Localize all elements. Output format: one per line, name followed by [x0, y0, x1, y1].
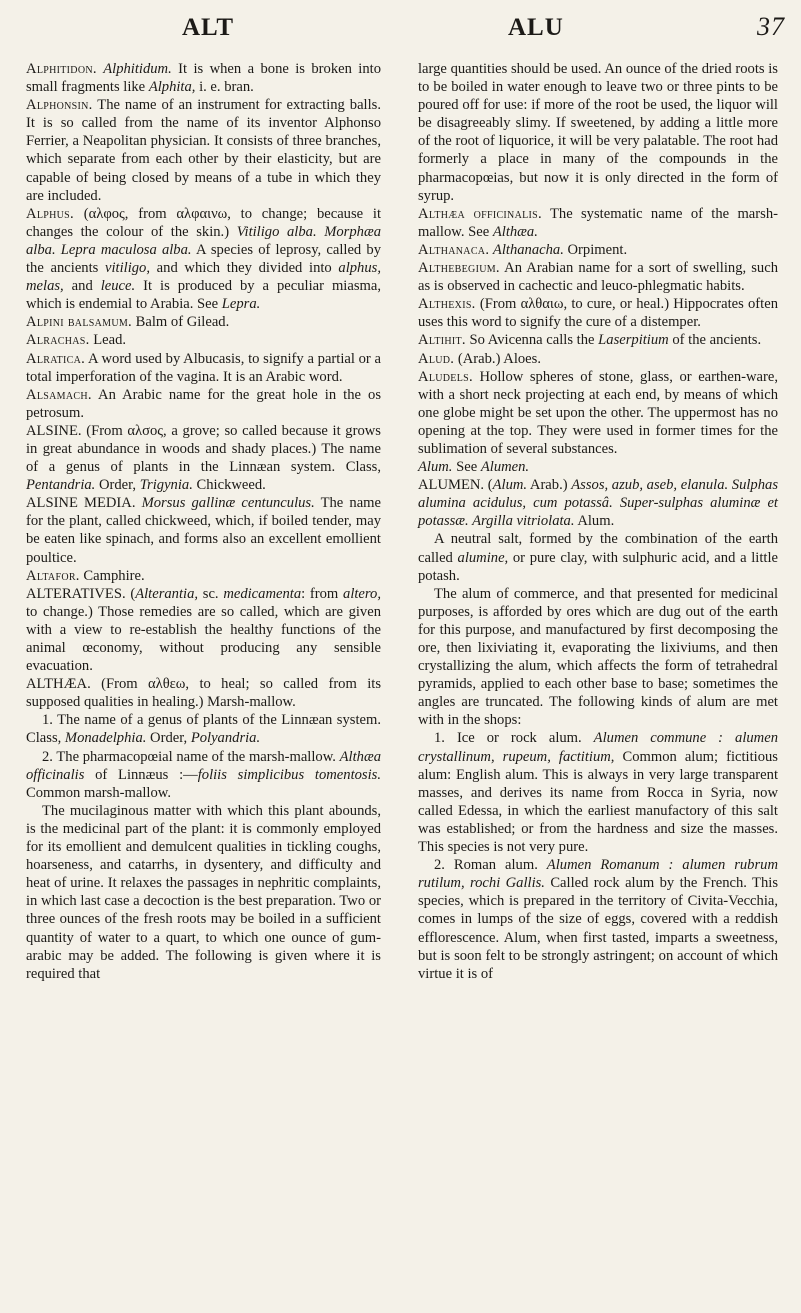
- entry-text: Common marsh-mallow.: [26, 784, 171, 801]
- italic-text: alumine,: [457, 549, 509, 566]
- dictionary-entry: [26, 96, 381, 205]
- dictionary-entry: [26, 494, 381, 566]
- header-guide-word-left: ALT: [182, 14, 235, 41]
- dictionary-entry: [418, 530, 778, 584]
- entry-text: (From αλθεω, to heal; so called from its supposed qualities in healing.) Marsh-mallow.: [26, 676, 381, 711]
- entry-text: Camphire.: [79, 567, 145, 584]
- entry-headword: Alrachas.: [26, 332, 90, 349]
- italic-text: Alumen.: [480, 459, 530, 476]
- italic-text: Monadelphia.: [64, 730, 147, 747]
- entry-text: or pure clay, with sulphuric acid, and a little potash.: [418, 549, 778, 584]
- entry-text: Order,: [146, 730, 191, 747]
- entry-headword: ALSINE MEDIA.: [26, 495, 136, 512]
- italic-text: altero,: [343, 585, 381, 602]
- dictionary-entry: [418, 368, 778, 458]
- dictionary-entry: [418, 295, 778, 331]
- entry-text: Called rock alum by the French. This species, which is prepared in the territory of Civita-Vecchia, comes in lumps of the size of eggs, covered with a reddish efflorescence. Alum, when first tasted, imparts a sweetness, but is soon felt to be strongly astringent; on account of which virtue it is of: [418, 875, 778, 982]
- entry-text: Balm of Gilead.: [131, 314, 230, 331]
- header-guide-word-right: ALU: [508, 14, 564, 41]
- italic-text: medicamenta: [223, 585, 302, 602]
- entry-headword: Alud.: [418, 350, 455, 367]
- entry-text: large quantities should be used. An ounce of the dried roots is to be boiled in water enough to leave two or three pints to be poured off for use: if more of the root be used, the liquor will be disagreeably slimy. If sweetened, by adding a little more of the root of liquorice, it will be very palatable. The root had formerly a place in many of the compounds in the pharmacopœias, but now it is only directed in the form of syrup.: [418, 61, 778, 204]
- entry-text: Hollow spheres of stone, glass, or earthen-ware, with a short neck projecting at each end, by means of which one globe might be set upon the other. The uppermost has no opening at the top. They were used in former times for the sublimation of several substances.: [418, 368, 778, 457]
- entry-text: A species of leprosy, called by the ancients: [26, 241, 382, 277]
- entry-text: It is produced by a peculiar miasma, which is endemial to Arabia. See: [26, 278, 381, 313]
- dictionary-entry: [26, 60, 381, 96]
- italic-text: Alum.: [492, 477, 528, 494]
- entry-text: Arab.): [527, 477, 572, 494]
- entry-text: Orpiment.: [563, 241, 628, 258]
- dictionary-entry: [418, 729, 778, 856]
- entry-text: So Avicenna calls the: [465, 332, 599, 349]
- italic-text: Alumen Romanum : alumen rubrum rutilum, rochi Gallis.: [418, 857, 778, 892]
- italic-text: vitiligo,: [105, 260, 150, 277]
- entry-headword: Althexis.: [418, 296, 476, 313]
- dictionary-entry: [26, 422, 381, 494]
- entry-text: 1. Ice or rock alum.: [434, 730, 594, 747]
- italic-text: Althanacha.: [492, 241, 564, 258]
- entry-headword: Altihit.: [418, 332, 466, 349]
- entry-text: The alum of commerce, and that presented for medicinal purposes, is afforded by ores which are dug out of the earth for this purpose, and manufactured by first decomposing the ore, then lixiviating it, evaporating the lixiviums, and then crystallizing the alum, which affects the form of tetrahedral pyramids, applied to each other base to base; sometimes the angles are truncated. The following kinds of alum are met with in the shops:: [418, 585, 778, 729]
- dictionary-entry: [26, 711, 381, 747]
- entry-text: (Arab.) Aloes.: [454, 350, 541, 367]
- entry-headword: Alpini balsamum.: [26, 314, 132, 331]
- italic-text: Vitiligo alba. Morphæa alba. Lepra maculosa alba.: [26, 223, 381, 258]
- italic-text: Alterantia,: [135, 585, 199, 602]
- entry-headword: ALTHÆA.: [26, 676, 91, 693]
- entry-text: The name of an instrument for extracting balls. It is so called from the name of its inventor Alphonso Ferrier, a Neapolitan physician. It consists of three branches, which separate from each other by their elasticity, but are capable of being closed by means of a tube in which they are included.: [26, 97, 381, 204]
- left-column: [26, 60, 381, 983]
- entry-text: (From αλθαιω, to cure, or heal.) Hippocrates often uses this word to signify the cure of a distemper.: [418, 296, 778, 331]
- entry-text: Common alum; fictitious alum: English alum. This is always in very large transparent masses, and derives its name from Rocca in Syria, now called Edessa, in which the earliest manufactory of this salt was established; or from the hardness and size the masses. This species is not very pure.: [418, 748, 778, 856]
- entry-headword: ALTERATIVES.: [26, 585, 126, 602]
- entry-text: and: [63, 278, 101, 295]
- entry-text: sc.: [198, 585, 224, 602]
- dictionary-entry: [418, 585, 778, 730]
- italic-text: Morsus gallinæ centunculus.: [141, 495, 315, 512]
- dictionary-entry: [26, 585, 381, 675]
- entry-text: An Arabian name for a sort of swelling, such as is observed in cachectic and leuco-phlegmatic habits.: [418, 260, 778, 295]
- dictionary-entry: [26, 386, 381, 422]
- dictionary-entry: [26, 313, 381, 331]
- entry-headword: ALUMEN.: [418, 477, 485, 494]
- entry-text: Order,: [95, 477, 140, 494]
- entry-headword: Althebegium.: [418, 260, 500, 277]
- italic-text: alphus, melas,: [26, 260, 381, 295]
- italic-text: Polyandria.: [190, 730, 261, 747]
- entry-text: Alum.: [574, 513, 615, 530]
- entry-text: It is when a bone is broken into small fragments like: [26, 61, 381, 96]
- entry-text: Lead.: [89, 332, 127, 349]
- entry-headword: Althæa officinalis.: [418, 205, 542, 222]
- dictionary-entry: [418, 205, 778, 241]
- entry-text: 1. The name of a genus of plants of the Linnæan system. Class,: [26, 712, 381, 747]
- entry-text: The name for the plant, called chickweed, which, if boiled tender, may be eaten like spinach, and forms also an excellent emollient poultice.: [26, 495, 381, 566]
- entry-text: The mucilaginous matter with which this plant abounds, is the medicinal part of the plant: it is commonly employed for its emollient and demulcent qualities in tickling coughs, hoarseness, and catarrhs, in dysentery, and difficulty and heat of urine. It relaxes the passages in nephritic complaints, in which last case a decoction is the best preparation. Two or three ounces of the fresh roots may be boiled in a sufficient quantity of water to a quart, to which one ounce of gum-arabic may be added. The following is given where it is required that: [26, 802, 381, 982]
- entry-text: and which they divided into: [150, 260, 339, 277]
- dictionary-entry: [26, 331, 381, 349]
- entry-text: A neutral salt, formed by the combination of the earth called: [418, 531, 778, 566]
- italic-text: Alumen commune : alumen crystallinum, rupeum, factitium,: [418, 730, 778, 765]
- dictionary-entry: [418, 476, 778, 530]
- italic-text: foliis simplicibus tomentosis.: [197, 766, 381, 783]
- entry-headword: Althanaca.: [418, 241, 490, 258]
- dictionary-entry: [26, 567, 381, 585]
- entry-headword: Altafor.: [26, 567, 80, 584]
- entry-headword: Alsamach.: [26, 386, 92, 403]
- entry-text: A word used by Albucasis, to signify a partial or a total imperforation of the vagina. It is an Arabic word.: [26, 350, 381, 385]
- entry-headword: Alphus.: [26, 205, 74, 222]
- dictionary-entry: [26, 675, 381, 711]
- entry-text: 2. The pharmacopœial name of the marsh-mallow.: [42, 748, 340, 765]
- entry-headword: Alphonsin.: [26, 97, 93, 114]
- running-header: [0, 10, 801, 50]
- right-column: [418, 60, 778, 983]
- dictionary-entry: [26, 748, 381, 802]
- italic-text: leuce.: [100, 278, 136, 295]
- entry-text: of the ancients.: [668, 332, 762, 349]
- italic-text: Pentandria.: [26, 477, 96, 494]
- dictionary-entry: [26, 205, 381, 314]
- italic-text: Althæa officinalis: [26, 748, 381, 783]
- entry-headword: Aludels.: [418, 368, 473, 385]
- dictionary-entry: [418, 856, 778, 983]
- entry-text: to change.) Those remedies are so called, which are given with a view to re-establish the healthy functions of the animal œconomy, without producing any sensible evacuation.: [26, 603, 381, 675]
- page-number: 37: [757, 12, 785, 41]
- dictionary-entry: [26, 350, 381, 386]
- entry-text: 2. Roman alum.: [434, 857, 547, 874]
- entry-text: (: [125, 585, 136, 602]
- dictionary-entry: [418, 241, 778, 259]
- italic-text: Laserpitium: [598, 332, 669, 349]
- entry-text: (From αλσος, a grove; so called because it grows in great abundance in woods and shady places.) The name of a genus of plants in the Linnæan system. Class,: [26, 422, 381, 476]
- italic-text: Alum.: [418, 459, 453, 476]
- entry-text: See: [452, 459, 481, 476]
- entry-text: The systematic name of the marsh-mallow. See: [418, 205, 778, 240]
- entry-text: : from: [301, 585, 344, 602]
- entry-text: of Linnæus :—: [84, 766, 198, 783]
- entry-headword: Alphitidon.: [26, 61, 97, 77]
- dictionary-entry: [418, 458, 778, 476]
- entry-text: An Arabic name for the great hole in the os petrosum.: [26, 386, 381, 421]
- entry-text: i. e. bran.: [195, 79, 254, 96]
- dictionary-entry: [418, 60, 778, 205]
- italic-text: Assos, azub, aseb, elanula. Sulphas alumina acidulus, cum potassâ. Super-sulphas aluminæ et potassæ. Argilla vitriolata.: [418, 477, 778, 530]
- dictionary-entry: [418, 350, 778, 368]
- entry-text: (αλφος, from αλφαινω, to change; because it changes the colour of the skin.): [26, 205, 381, 240]
- dictionary-entry: [418, 331, 778, 349]
- italic-text: Alphita,: [148, 79, 196, 96]
- dictionary-entry: [26, 802, 381, 983]
- entry-headword: Alratica.: [26, 350, 86, 367]
- italic-text: Trigynia.: [139, 477, 193, 494]
- entry-headword: ALSINE.: [26, 422, 82, 439]
- italic-text: Lepra.: [221, 296, 261, 313]
- italic-text: Alphitidum.: [103, 61, 172, 77]
- entry-text: (: [484, 477, 493, 494]
- entry-text: Chickweed.: [192, 477, 266, 494]
- italic-text: Althæa.: [492, 223, 538, 240]
- dictionary-entry: [418, 259, 778, 295]
